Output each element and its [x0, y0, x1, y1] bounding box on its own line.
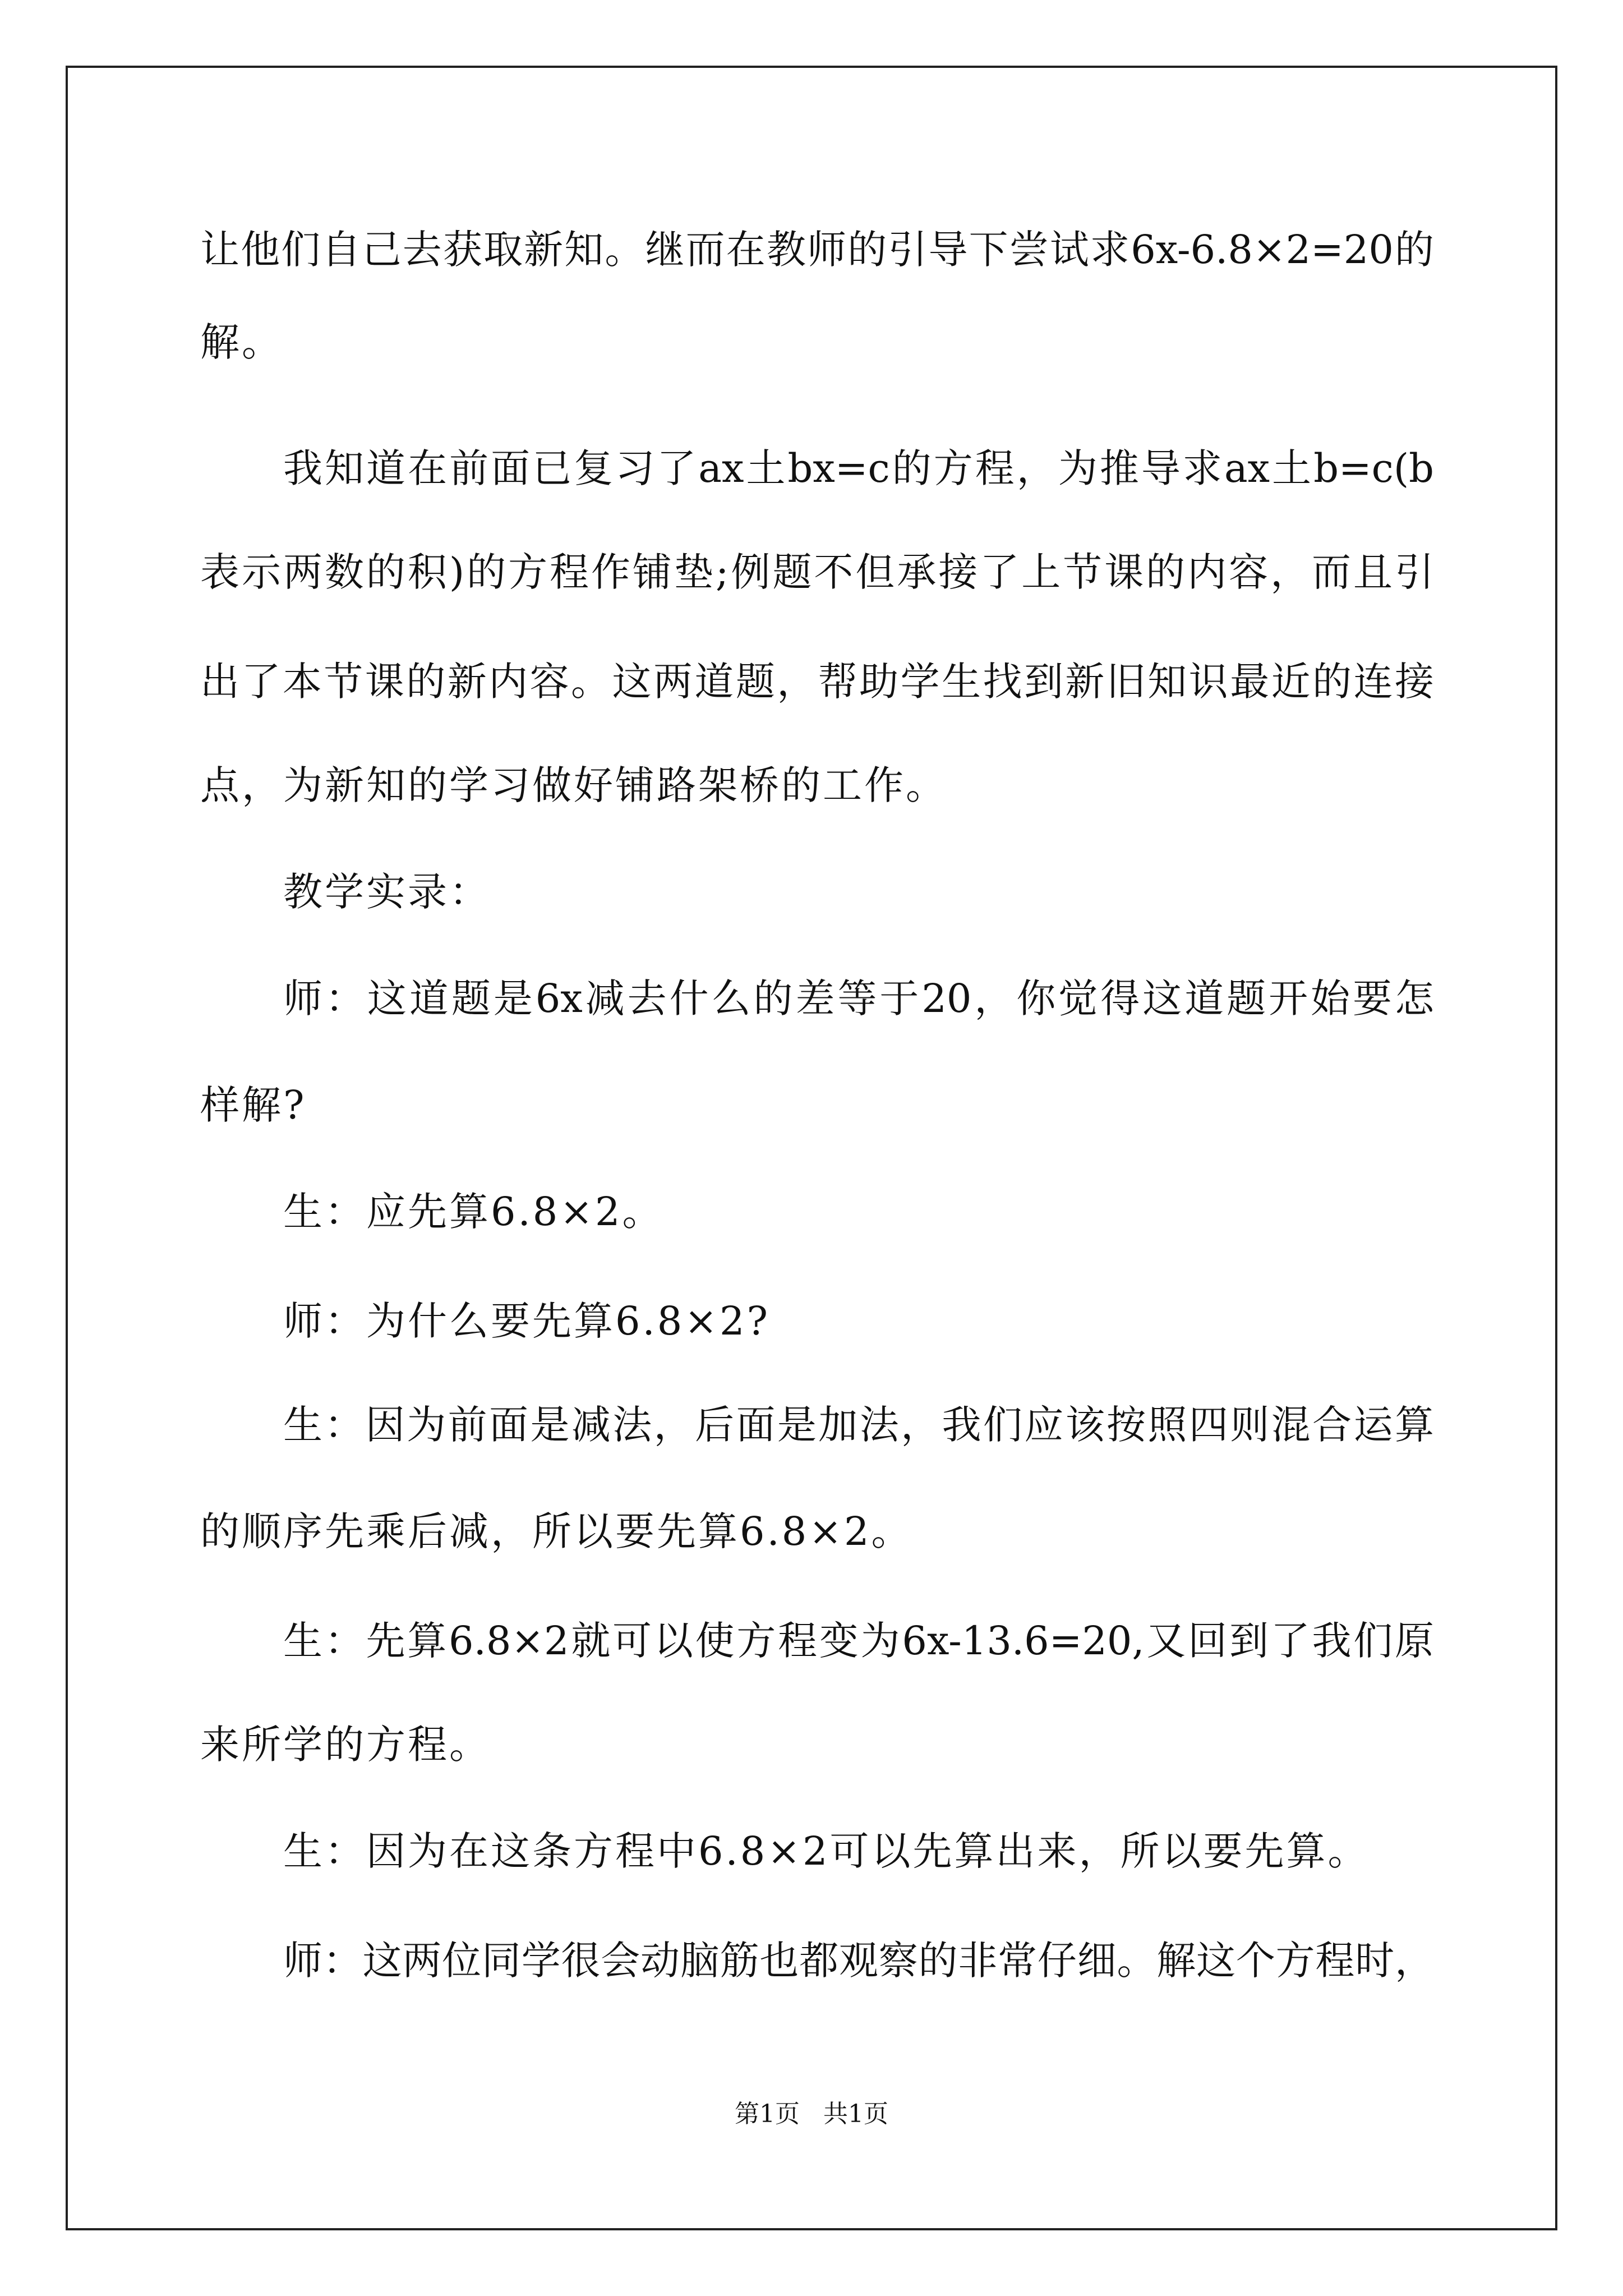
paragraph-line: 生：先算6.8×2就可以使方程变为6x-13.6=20,又回到了我们原: [283, 1618, 1434, 1664]
paragraph-line: 生：因为在这条方程中6.8×2可以先算出来，所以要先算。: [283, 1828, 1370, 1874]
paragraph-line: 解。: [200, 319, 283, 365]
page-number-footer: 第1页 共1页: [735, 2100, 888, 2128]
paragraph-line: 让他们自己去获取新知。继而在教师的引导下尝试求6x-6.8×2=20的: [200, 227, 1434, 273]
paragraph-line: 生：因为前面是减法，后面是加法，我们应该按照四则混合运算: [283, 1402, 1434, 1448]
paragraph-line: 点，为新知的学习做好铺路架桥的工作。: [200, 762, 947, 808]
paragraph-line: 样解?: [200, 1082, 307, 1128]
paragraph-line: 生：应先算6.8×2。: [283, 1189, 664, 1235]
paragraph-line: 我知道在前面已复习了ax土bx=c的方程，为推导求ax土b=c(b: [283, 445, 1434, 491]
paragraph-line: 表示两数的积)的方程作铺垫;例题不但承接了上节课的内容，而且引: [200, 549, 1434, 595]
paragraph-line: 出了本节课的新内容。这两道题，帮助学生找到新旧知识最近的连接: [200, 659, 1434, 705]
paragraph-line: 教学实录：: [283, 869, 491, 915]
paragraph-line: 的顺序先乘后减，所以要先算6.8×2。: [200, 1508, 913, 1554]
paragraph-line: 师：这道题是6x减去什么的差等于20，你觉得这道题开始要怎: [283, 976, 1434, 1022]
page-border: [66, 66, 1557, 2230]
paragraph-line: 来所学的方程。: [200, 1722, 491, 1768]
paragraph-line: 师：这两位同学很会动脑筋也都观察的非常仔细。解这个方程时，: [283, 1938, 1434, 1984]
paragraph-line: 师：为什么要先算6.8×2?: [283, 1298, 771, 1344]
